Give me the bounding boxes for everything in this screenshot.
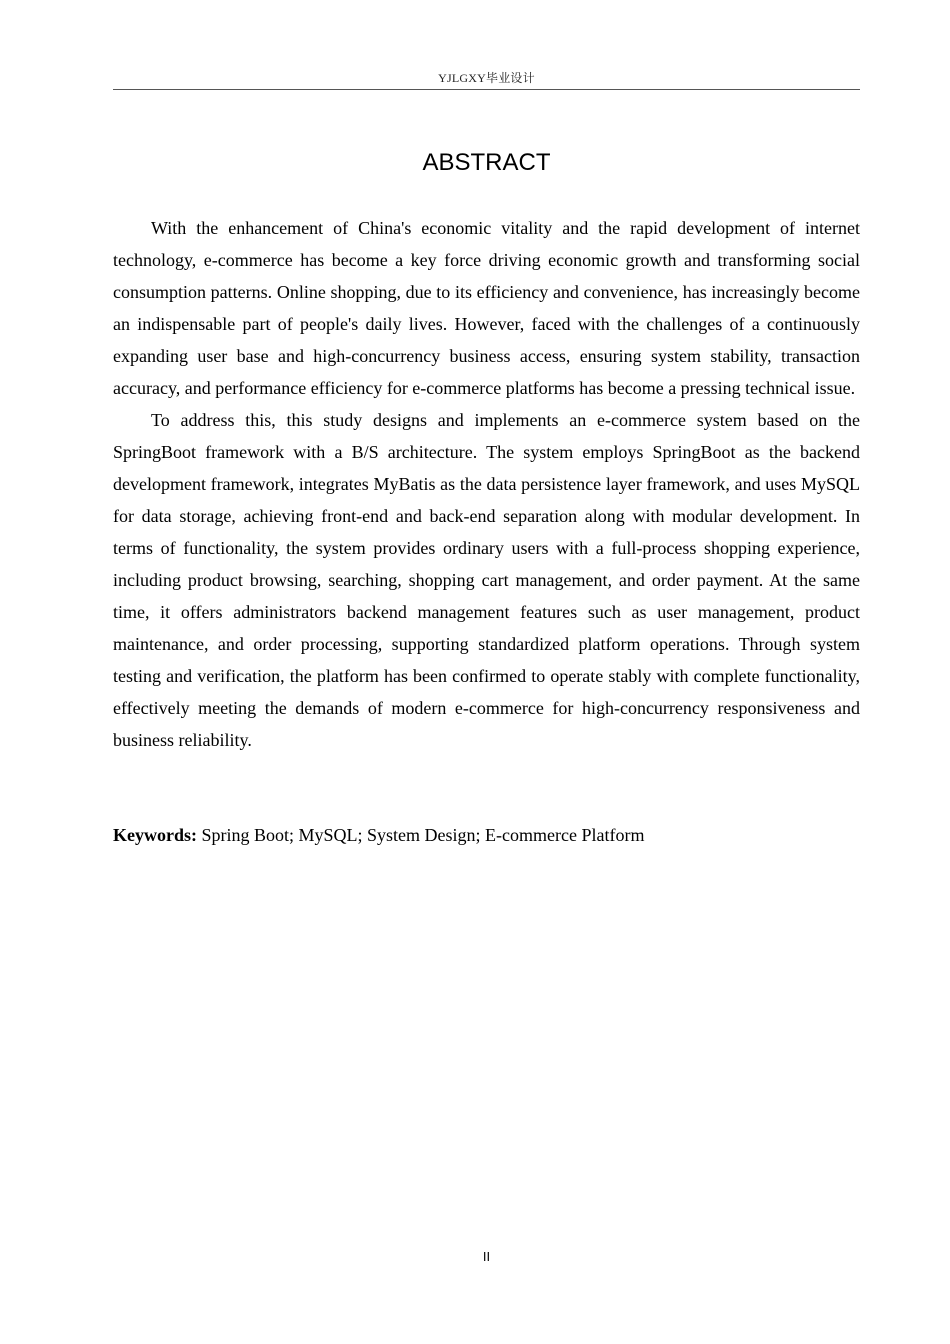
running-header: YJLGXY毕业设计 <box>438 71 535 85</box>
abstract-paragraph-2: To address this, this study designs and implements an e-commerce system based on the SpringBoot framework with a B/S architecture. The system employs SpringBoot as the backend development framework, integrates MyBatis as the data persistence layer framework, and uses MySQL for data storage, achieving front-end and back-end separation along with modular development. In terms of functionality, the system provides ordinary users with a full-process shopping experience, including product browsing, searching, shopping cart management, and order payment. At the same time, it offers administrators backend management features such as user management, product maintenance, and order processing, supporting standardized platform operations. Through system testing and verification, the platform has been confirmed to operate stably with complete functionality, effectively meeting the demands of modern e-commerce for high-concurrency responsiveness and business reliability. <box>113 410 860 750</box>
abstract-paragraph-1: With the enhancement of China's economic vitality and the rapid development of internet technology, e-commerce has become a key force driving economic growth and transforming social consumption patterns. Online shopping, due to its efficiency and convenience, has increasingly become an indispensable part of people's daily lives. However, faced with the challenges of a continuously expanding user base and high-concurrency business access, ensuring system stability, transaction accuracy, and performance efficiency for e-commerce platforms has become a pressing technical issue. <box>113 218 860 398</box>
header-divider <box>113 89 860 90</box>
keywords-text: Spring Boot; MySQL; System Design; E-commerce Platform <box>201 825 645 845</box>
keywords-label: Keywords: <box>113 825 197 845</box>
keywords-line <box>113 819 860 851</box>
abstract-title: ABSTRACT <box>422 149 551 176</box>
abstract-body <box>113 212 860 756</box>
page-number: II <box>482 1249 491 1264</box>
